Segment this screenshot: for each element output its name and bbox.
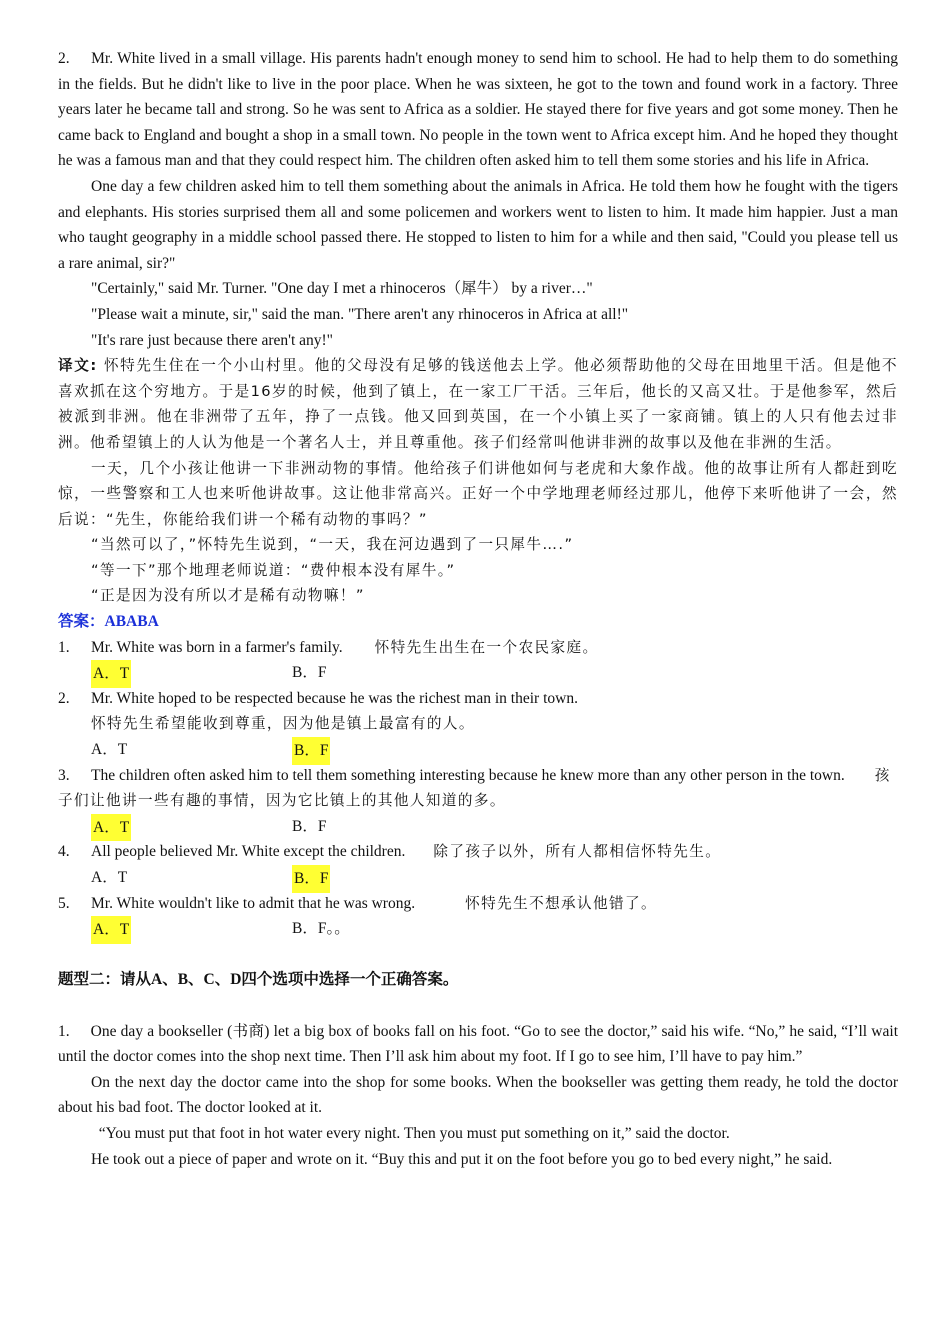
- question-text-en: Mr. White was born in a farmer's family.: [91, 638, 343, 656]
- question-5-options: [58, 916, 898, 942]
- story2-paragraph-2: On the next day the doctor came into the shop for some books. When the bookseller was getting them ready, he told the doctor about his bad foot. The doctor looked at it.: [58, 1073, 898, 1117]
- option-b[interactable]: B．F: [292, 664, 327, 682]
- translation-dialog-2: “等一下”那个地理老师说道：“费仲根本没有犀牛。”: [91, 561, 456, 579]
- question-text-zh: 怀特先生不想承认他错了。: [465, 894, 658, 912]
- question-text-en: Mr. White wouldn't like to admit that he was wrong.: [91, 894, 416, 912]
- question-2-zh: 怀特先生希望能收到尊重，因为他是镇上最富有的人。: [91, 715, 475, 733]
- translation-colon: :: [90, 357, 98, 375]
- story1-paragraph-1: 2. Mr. White lived in a small village. His parents hadn't enough money to send him to school. He had to help them to do something in the fields. But he didn't like to live in the poor place. When he was sixteen, he got to the town and found work in a factory. Three years later he became tall and strong. So he was sent to Africa as a soldier. He stayed there for five years and got some money. Then he came back to England and bought a shop in a small town. No people in the town went to Africa except him. And he hoped they thought he was a famous man and that they could respect him. The children often asked him to tell them some stories and his life in Africa.: [58, 50, 898, 170]
- translation-dialog-3: “正是因为没有所以才是稀有动物嘛！”: [91, 587, 365, 605]
- question-text-zh: 除了孩子以外，所有人都相信怀特先生。: [433, 843, 722, 861]
- document-page: [58, 46, 898, 1172]
- option-a-correct[interactable]: A．T: [91, 814, 131, 842]
- question-number: 1.: [58, 638, 70, 656]
- translation-dialog-1: “当然可以了，”怀特先生说到，“一天，我在河边遇到了一只犀牛….”: [91, 536, 574, 554]
- question-2-options: [58, 737, 898, 763]
- story2-paragraph-3: “You must put that foot in hot water every night. Then you must put something on it,” said the doctor.: [91, 1124, 730, 1142]
- question-text-en: Mr. White hoped to be respected because he was the richest man in their town.: [91, 689, 578, 707]
- story2-paragraph-4: He took out a piece of paper and wrote on it. “Buy this and put it on the foot before you go to bed every night,” he said.: [91, 1150, 833, 1168]
- question-number: 2.: [58, 689, 70, 707]
- question-3: [58, 763, 898, 814]
- story2-paragraph-1: 1. One day a bookseller (书商) let a big box of books fall on his foot. “Go to see the doctor,” said his wife. “No,” he said, “I’ll wait until the doctor comes into the shop next time. Then I’ll ask him about my foot. If I go to see him, I’ll have to pay him.”: [58, 1022, 898, 1066]
- question-1: [58, 635, 898, 661]
- question-text-zh: 孩子们让他讲一些有趣的事情，因为它比镇上的其他人知道的多。: [58, 766, 891, 810]
- question-3-options: [58, 814, 898, 840]
- question-number: 5.: [58, 894, 70, 912]
- question-2: [58, 686, 898, 712]
- question-text-en: All people believed Mr. White except the children.: [91, 843, 406, 861]
- option-b-correct[interactable]: B．F: [292, 737, 330, 765]
- answer-key: 答案：ABABA: [58, 613, 159, 631]
- option-b-correct[interactable]: B．F: [292, 865, 330, 893]
- question-text-en: The children often asked him to tell them something interesting because he knew more than any other person in the town.: [91, 766, 845, 784]
- question-4: [58, 839, 898, 865]
- story1-dialog-3: "It's rare just because there aren't any!": [91, 331, 334, 349]
- story1-paragraph-2: One day a few children asked him to tell them something about the animals in Africa. He told them how he fought with the tigers and elephants. His stories surprised them all and some policemen and workers went to listen to him. It made him happier. Just a man who taught geography in a middle school passed there. He stopped to listen to him for a while and then said, "Could you please tell us a rare animal, sir?": [58, 177, 898, 272]
- translation-label: 译文: [58, 357, 91, 375]
- question-5: [58, 891, 898, 917]
- question-text-zh: 怀特先生出生在一个农民家庭。: [374, 638, 599, 656]
- translation-text-1: 怀特先生住在一个小山村里。他的父母没有足够的钱送他去上学。他必须帮助他的父母在田地里干活。但是他不喜欢抓在这个穷地方。于是16岁的时候，他到了镇上，在一家工厂干活。三年后，他长的又高又壮。于是他参军，然后被派到非洲。他在非洲带了五年，挣了一点钱。他又回到英国，在一个小镇上买了一家商铺。镇上的人只有他去过非洲。他希望镇上的人认为他是一个著名人士，并且尊重他。孩子们经常叫他讲非洲的故事以及他在非洲的生活。: [58, 357, 898, 451]
- question-number: 3.: [58, 766, 70, 784]
- option-b[interactable]: B．F: [292, 817, 327, 835]
- option-a-correct[interactable]: A．T: [91, 660, 131, 688]
- question-number: 4.: [58, 843, 70, 861]
- option-a[interactable]: A．T: [91, 869, 128, 886]
- option-b[interactable]: B．F。。: [292, 920, 350, 938]
- translation-paragraph-2: 一天，几个小孩让他讲一下非洲动物的事情。他给孩子们讲他如何与老虎和大象作战。他的故事让所有人都赶到吃惊，一些警察和工人也来听他讲故事。这让他非常高兴。正好一个中学地理老师经过那儿，他停下来听他讲了一会，然后说：“先生，你能给我们讲一个稀有动物的事吗？”: [58, 459, 898, 528]
- question-1-options: [58, 660, 898, 686]
- section-2-heading: 题型二：请从A、B、C、D四个选项中选择一个正确答案。: [58, 971, 459, 989]
- question-4-options: [58, 865, 898, 891]
- story1-dialog-2: "Please wait a minute, sir," said the man. "There aren't any rhinoceros in Africa at all!": [91, 305, 629, 323]
- option-a-correct[interactable]: A．T: [91, 916, 131, 944]
- option-a[interactable]: A．T: [91, 741, 128, 759]
- story1-dialog-1: "Certainly," said Mr. Turner. "One day I met a rhinoceros（犀牛） by a river…": [91, 280, 593, 298]
- translation-paragraph-1: [58, 353, 898, 455]
